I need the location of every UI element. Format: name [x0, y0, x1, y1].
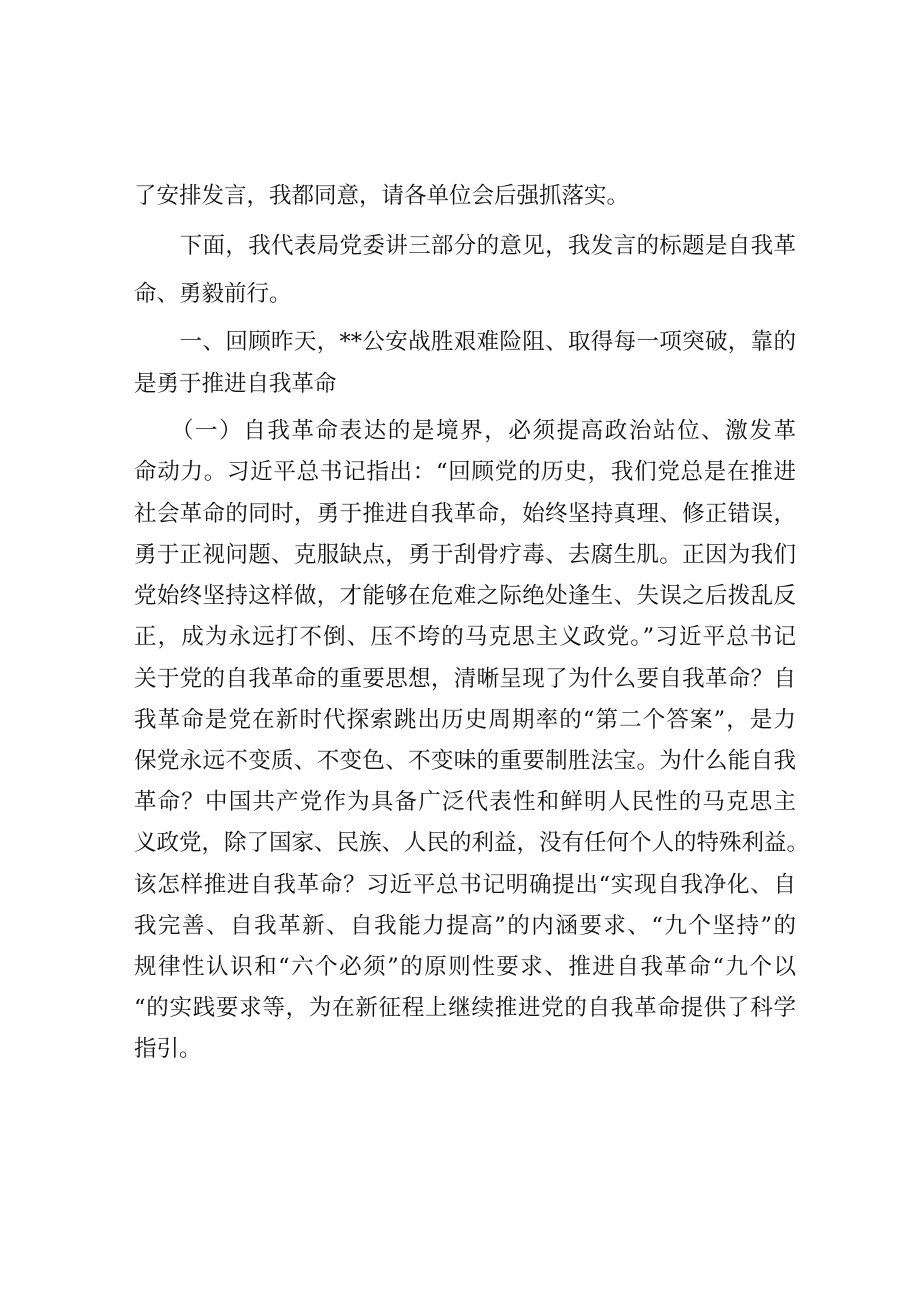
text-line: 是勇于推进自我革命 — [134, 371, 337, 397]
text-line: 党始终坚持这样做，才能够在危难之际绝处逢生、失误之后拨乱反 — [134, 583, 796, 609]
text-line: 社会革命的同时，勇于推进自我革命，始终坚持真理、修正错误， — [134, 501, 796, 527]
text-line: 我革命是党在新时代探索跳出历史周期率的“第二个答案”，是力 — [134, 707, 796, 733]
text-line: 关于党的自我革命的重要思想，清晰呈现了为什么要自我革命？自 — [134, 666, 796, 692]
text-line: 了安排发言，我都同意，请各单位会后强抓落实。 — [134, 183, 630, 209]
text-line: “的实践要求等，为在新征程上继续推进党的自我革命提供了科学 — [134, 995, 796, 1021]
text-line: 一、回顾昨天，**公安战胜艰难险阻、取得每一项突破，靠的 — [134, 329, 796, 355]
text-line: 下面，我代表局党委讲三部分的意见，我发言的标题是自我革 — [134, 233, 796, 259]
text-line: 该怎样推进自我革命？习近平总书记明确提出“实现自我净化、自 — [134, 872, 796, 898]
text-line: 命、勇毅前行。 — [134, 281, 292, 307]
text-line: 规律性认识和“六个必须”的原则性要求、推进自我革命“九个以 — [134, 954, 796, 980]
text-line: 义政党，除了国家、民族、人民的利益，没有任何个人的特殊利益。 — [134, 830, 810, 856]
text-line: 正，成为永远打不倒、压不垮的马克思主义政党。”习近平总书记 — [134, 624, 796, 650]
text-line: （一）自我革命表达的是境界，必须提高政治站位、激发革 — [134, 418, 796, 444]
text-line: 革命？中国共产党作为具备广泛代表性和鲜明人民性的马克思主 — [134, 789, 796, 815]
text-line: 指引。 — [134, 1036, 202, 1062]
text-line: 命动力。习近平总书记指出：“回顾党的历史，我们党总是在推进 — [134, 459, 796, 485]
text-line: 勇于正视问题、克服缺点，勇于刮骨疗毒、去腐生肌。正因为我们 — [134, 542, 796, 568]
text-line: 我完善、自我革新、自我能力提高”的内涵要求、“九个坚持”的 — [134, 913, 796, 939]
text-line: 保党永远不变质、不变色、不变味的重要制胜法宝。为什么能自我 — [134, 748, 796, 774]
